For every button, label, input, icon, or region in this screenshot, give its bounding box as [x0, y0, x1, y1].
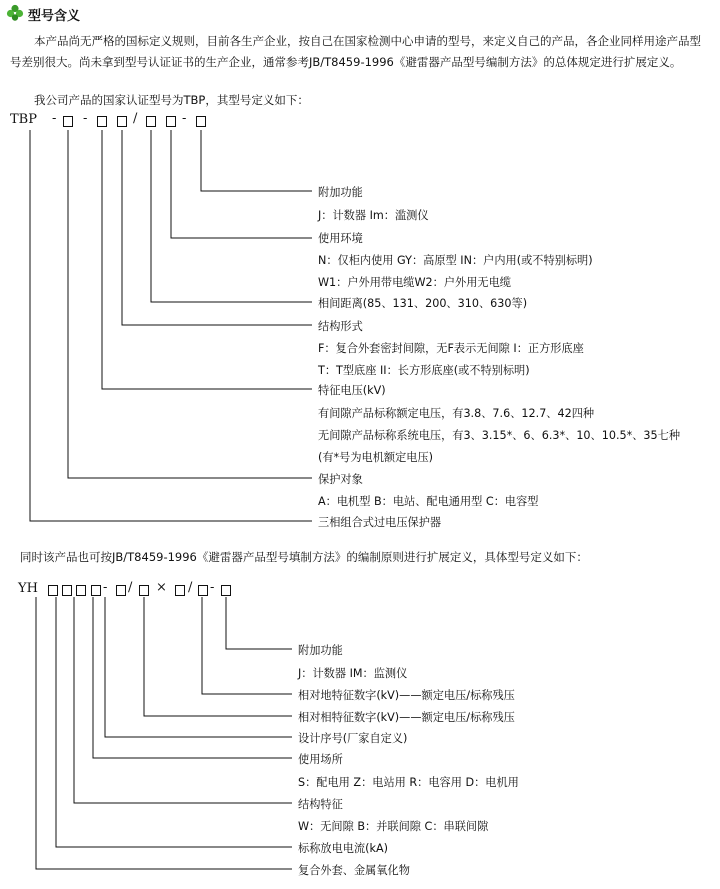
- tbp-label: T：T型底座 II：长方形底座(或不特别标明): [318, 364, 530, 377]
- dash: -: [103, 580, 108, 595]
- tbp-label: 使用环境: [318, 232, 363, 245]
- yh-label: S：配电用 Z：电站用 R：电容用 D：电机用: [298, 776, 519, 789]
- tbp-label: 保护对象: [318, 473, 363, 486]
- dash: -: [52, 111, 57, 126]
- slash: /: [128, 580, 133, 595]
- tbp-label: N：仅柜内使用 GY：高原型 IN：户内用(或不特别标明): [318, 254, 593, 267]
- dash: -: [210, 580, 215, 595]
- multiply-sign: ×: [156, 580, 167, 595]
- intro-paragraph-2: 我公司产品的国家认证型号为TBP，其型号定义如下：: [34, 93, 309, 107]
- slash: /: [133, 111, 138, 126]
- tbp-label: F：复合外套密封间隙，无F表示无间隙 I：正方形底座: [318, 342, 584, 355]
- yh-label: 复合外套、金属氧化物: [298, 864, 410, 877]
- tbp-label: 特征电压(kV): [318, 384, 386, 397]
- slash: /: [188, 580, 193, 595]
- dash: -: [182, 111, 187, 126]
- tbp-label: 附加功能: [318, 186, 363, 199]
- yh-label: J：计数器 IM：监测仪: [298, 667, 408, 680]
- tbp-label: 相间距离(85、131、200、310、630等): [318, 297, 528, 310]
- tbp-label: J：计数器 Im：滥测仪: [318, 209, 429, 222]
- yh-label: 标称放电电流(kA): [298, 842, 388, 855]
- intro-paragraph-3: 同时该产品也可按JB/T8459-1996《避雷器产品型号填制方法》的编制原则进行扩展定义，具体型号定义如下：: [20, 550, 588, 564]
- yh-model-prefix: YH: [18, 581, 38, 596]
- tbp-label: 三相组合式过电压保护器: [318, 516, 442, 529]
- yh-label: 相对相特征数字(kV)——额定电压/标称残压: [298, 711, 515, 724]
- dash: -: [83, 111, 88, 126]
- yh-label: 设计序号(厂家自定义): [298, 732, 408, 745]
- tbp-label: 有间隙产品标称额定电压，有3.8、7.6、12.7、42四种: [318, 407, 595, 420]
- yh-label: 使用场所: [298, 753, 343, 766]
- tbp-label: 结构形式: [318, 320, 363, 333]
- tbp-label: (有*号为电机额定电压): [318, 451, 434, 464]
- tbp-model-prefix: TBP: [10, 112, 37, 127]
- yh-label: 相对地特征数字(kV)——额定电压/标称残压: [298, 689, 515, 702]
- tbp-label: 无间隙产品标称系统电压，有3、3.15*、6、6.3*、10、10.5*、35七种: [318, 429, 681, 442]
- tbp-label: A：电机型 B：电站、配电通用型 C：电容型: [318, 495, 539, 508]
- page-title: 型号含义: [28, 9, 81, 24]
- yh-label: W：无间隙 B：并联间隙 C：串联间隙: [298, 820, 489, 833]
- yh-label: 附加功能: [298, 644, 343, 657]
- tbp-label: W1：户外用带电缆W2：户外用无电缆: [318, 276, 511, 289]
- intro-paragraph: 本产品尚无严格的国标定义规则，目前各生产企业，按自己在国家检测中心申请的型号，来定义自己的产品，各企业同样用途产品型号差别很大。尚未拿到型号认证证书的生产企业，通常参考JB/T8459-1996《避雷器产品型号编制方法》的总体规定进行扩展定义。: [10, 34, 701, 69]
- yh-label: 结构特征: [298, 798, 343, 811]
